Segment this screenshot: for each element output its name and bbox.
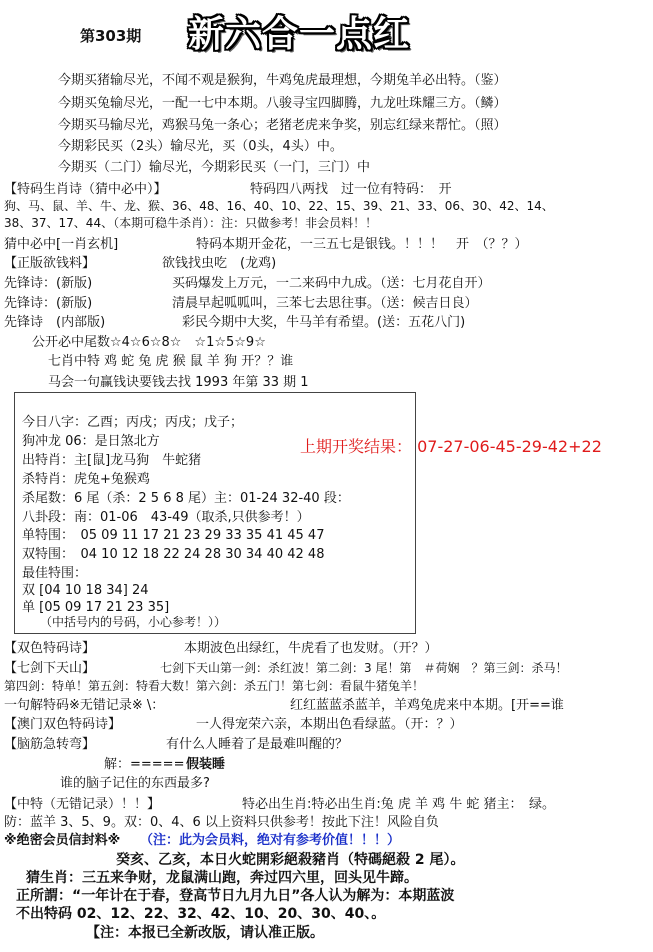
box-line: 单 [05 09 17 21 23 35] [22,600,170,615]
special-label: 【中特（无错记录）！！】 [4,797,161,812]
zodiac-poem-text: 特码四八两找 过一位有特码： 开 [250,182,452,197]
box-line: 双 [04 10 18 34] 24 [22,583,149,598]
box-line: 杀特肖：虎兔+兔猴鸡 [22,472,150,487]
box-line: 杀尾数：6 尾（杀：2 5 6 8 尾）主：01-24 32-40 段： [22,491,350,506]
brain-answer-prefix: 解：===== [104,757,185,772]
intro-line: 今期彩民买（2头）输尽光，买（0头，4头）中。 [58,139,343,154]
money-poem-text: 欲钱找虫吃 (龙鸡) [162,256,277,271]
intro-line: 今期买猪输尽光，不闻不观是猴狗，牛鸡兔虎最理想，今期兔羊必出特。（鉴） [58,73,507,88]
verse-label: 先锋诗：(新版) [4,296,93,311]
macau-text: 一人得宠荣六亲，本期出色看绿蓝。（开：？） [196,717,463,732]
intro-line: 今期买（二门）输尽光，今期彩民买（一门，三门）中 [58,160,371,175]
two-color-label: 【双色特码诗】 [4,641,96,656]
footer-line: 猜生肖：三五来争财，龙鼠满山跑，奔过四六里，回头见牛蹄。 [26,870,418,886]
brain-question: 有什么人睡着了是最难叫醒的？ [166,737,349,752]
brain-answer: 假装睡 [186,757,226,772]
footer-line: 癸亥、乙亥，本日火蛇開彩絕殺豬肖（特碼絕殺 2 尾）。 [116,852,465,868]
verse-label: 先锋诗 (内部版) [4,315,106,330]
riddle-code-text: 红红蓝蓝杀蓝羊，羊鸡兔虎来中本期。[开==谁 [290,698,564,713]
vip-label: ※绝密会员信封料※ [4,833,121,848]
special-text: 防：蓝羊 3、5、9。双：0、4、6 以上资料只供参考！按此下注！风险自负 [4,815,439,830]
box-line: 最佳特围： [22,566,88,581]
box-line: 狗冲龙 06：是日煞北方 [22,434,160,449]
two-color-text: 本期波色出绿红，牛虎看了也发财。（开？） [184,641,438,656]
zodiac-poem-list: 38、37、17、44、（本期可稳牛杀肖）：注：只做参考！非会员料！！ [4,216,378,230]
verse-label: 先锋诗：(新版) [4,276,93,291]
verse-text: 清晨早起呱呱叫，三苯七去思往事。（送：候吉日良） [172,296,478,311]
verse-text: 彩民今期中大奖，牛马羊有希望。(送：五花八门) [182,315,466,330]
seven-swords-text: 七剑下天山第一剑：杀红波！第二剑：3 尾！第 ＃荷娴 ？第三剑：杀马！ [160,661,568,675]
box-line: 今日八字：乙酉；丙戌；丙戌；戊子； [22,415,244,430]
footer-line: 正所謂：“一年计在于春，登高节日九月九日”各人认为解为：本期蓝波 [16,888,455,904]
issue-number: 第303期 [80,27,142,45]
money-poem-label: 【正版欲钱料】 [4,256,96,271]
horse-meet: 马会一句赢钱诀要钱去找 1993 年第 33 期 1 [48,375,309,390]
footer-line: 不出特码 02、12、22、32、42、10、20、30、40、。 [16,906,386,922]
box-line: 八卦段：南：01-06 43-49（取杀,只供参考！） [22,510,310,525]
riddle-code-label: 一句解特码※无错记录※ \： [4,698,165,713]
last-result: 上期开奖结果： 07-27-06-45-29-42+22 [300,437,602,456]
box-line: （中括号内的号码，小心参考！）） [40,615,227,629]
special-text: 特必出生肖:特必出生肖:兔 虎 羊 鸡 牛 蛇 猪主： 绿。 [242,797,556,812]
zodiac-poem-list: 狗、马、鼠、羊、牛、龙、猴、36、48、16、40、10、22、15、39、21、33、06、30、42、14、 [4,199,554,213]
zodiac-poem-label: 【特码生肖诗（猜中必中）】 [4,182,167,197]
intro-line: 今期买马输尽光，鸡猴马兔一条心；老猪老虎来争奖，别忘红绿来帮忙。（照） [58,118,507,133]
box-line: 出特肖：主[鼠]龙马狗 牛蛇猪 [22,453,202,468]
brain-label: 【脑筋急转弯】 [4,737,96,752]
box-line: 单特围： 05 09 11 17 21 23 29 33 35 41 45 47 [22,528,325,543]
macau-label: 【澳门双色特码诗】 [4,717,122,732]
seven-swords-label: 【七剑下天山】 [4,661,96,676]
page-title: 新六合一点红 [188,13,411,55]
box-line: 双特围： 04 10 12 18 22 24 28 30 34 40 42 48 [22,547,325,562]
verse-text: 买码爆发上万元，一二来码中九成。（送：七月花自开） [172,276,491,291]
vip-note: （注：此为会员料，绝对有参考价值！！！） [140,833,401,848]
footer-line: 【注：本报已全新改版，请认准正版。 [86,925,324,941]
seven-swords-text: 第四剑：特单！第五剑：特看大数！第六剑：杀五门！第七剑：看鼠牛猪兔羊！ [4,679,425,693]
guess-label: 猜中必中[一肖玄机] [4,237,119,252]
seven-zodiac: 七肖中特 鸡 蛇 兔 虎 猴 鼠 羊 狗 开？？谁 [48,354,294,369]
guess-text: 特码本期开金花，一三五七是银钱。！！！ 开 （？？） [196,237,528,252]
intro-line: 今期买兔输尽光，一配一七中本期。八骏寻宝四脚腾，九龙吐珠耀三方。（鳞） [58,96,507,111]
tail-numbers: 公开必中尾数☆4☆6☆8☆ ☆1☆5☆9☆ [32,335,266,350]
brain-question: 谁的脑子记住的东西最多? [60,776,210,791]
